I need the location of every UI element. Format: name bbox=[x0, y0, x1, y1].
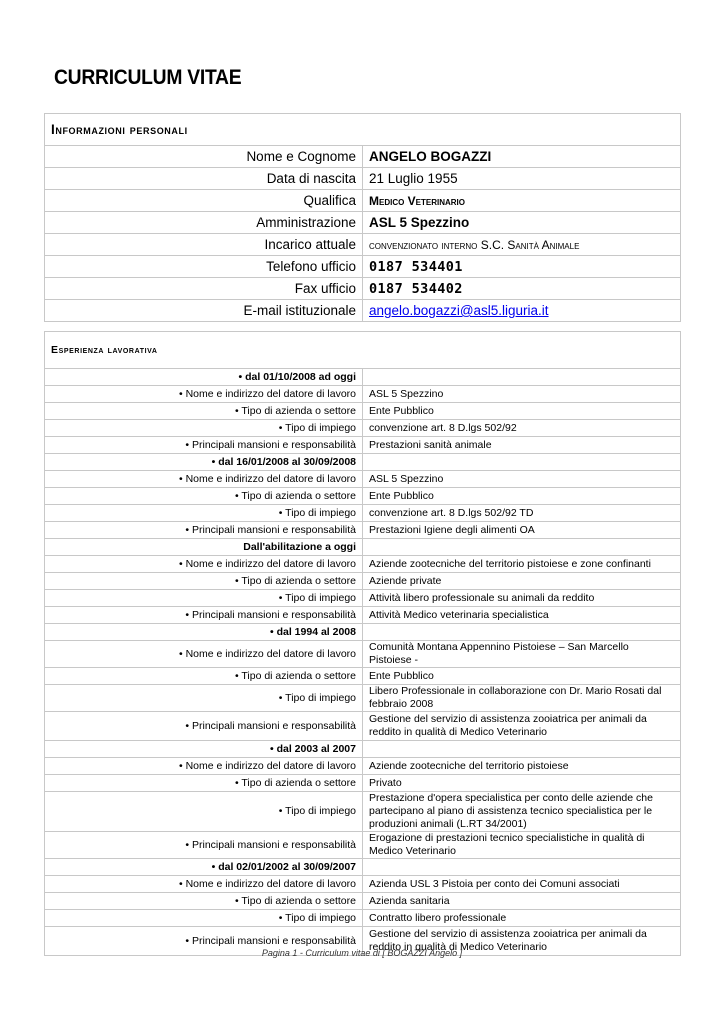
type-value: convenzione art. 8 D.lgs 502/92 TD bbox=[363, 505, 681, 522]
email-link[interactable]: angelo.bogazzi@asl5.liguria.it bbox=[369, 303, 549, 318]
table-row: • Tipo di impiego Prestazione d'opera specialistica per conto delle aziende che partecipano al piano di assistenza tecnico specialistica per le produzioni animali (L.RT 34/2001) bbox=[45, 792, 681, 832]
qualification-value: Medico Veterinario bbox=[363, 190, 681, 212]
phone-value: 0187 534401 bbox=[363, 256, 681, 278]
name-value: ANGELO BOGAZZI bbox=[363, 146, 681, 168]
table-row: • Nome e indirizzo del datore di lavoro ASL 5 Spezzino bbox=[45, 471, 681, 488]
email-cell bbox=[363, 300, 681, 322]
field-label: Incarico attuale bbox=[45, 234, 363, 256]
type-value: convenzione art. 8 D.lgs 502/92 bbox=[363, 420, 681, 437]
table-row: • Tipo di azienda o settore Azienda sanitaria bbox=[45, 893, 681, 910]
sector-value: Aziende private bbox=[363, 573, 681, 590]
table-row: • Nome e indirizzo del datore di lavoro Azienda USL 3 Pistoia per conto dei Comuni associati bbox=[45, 876, 681, 893]
field-label: Data di nascita bbox=[45, 168, 363, 190]
period-date: • dal 02/01/2002 al 30/09/2007 bbox=[45, 859, 363, 876]
current-role-value bbox=[363, 234, 681, 256]
employer-value: ASL 5 Spezzino bbox=[363, 386, 681, 403]
field-label: Fax ufficio bbox=[45, 278, 363, 300]
table-row: • Principali mansioni e responsabilità Gestione del servizio di assistenza zooiatrica per animali da reddito in qualità di Medico Veterinario bbox=[45, 712, 681, 741]
personal-info-table bbox=[44, 113, 681, 322]
field-label: Amministrazione bbox=[45, 212, 363, 234]
period-row bbox=[45, 454, 681, 471]
field-label: Qualifica bbox=[45, 190, 363, 212]
role-type: convenzionato interno bbox=[369, 237, 478, 252]
sector-value: Privato bbox=[363, 775, 681, 792]
table-row: • Tipo di impiego convenzione art. 8 D.lgs 502/92 bbox=[45, 420, 681, 437]
table-row: • Principali mansioni e responsabilità Attività Medico veterinaria specialistica bbox=[45, 607, 681, 624]
table-row: • Principali mansioni e responsabilità Erogazione di prestazioni tecnico specialistiche in qualità di Medico Veterinario bbox=[45, 832, 681, 859]
table-row: • Tipo di impiego convenzione art. 8 D.lgs 502/92 TD bbox=[45, 505, 681, 522]
table-row: • Nome e indirizzo del datore di lavoro Aziende zootecniche del territorio pistoiese bbox=[45, 758, 681, 775]
table-row: • Tipo di azienda o settore Privato bbox=[45, 775, 681, 792]
table-row bbox=[45, 256, 681, 278]
administration-value: ASL 5 Spezzino bbox=[363, 212, 681, 234]
type-value: Prestazione d'opera specialistica per conto delle aziende che partecipano al piano di assistenza tecnico specialistica per le produzioni animali (L.RT 34/2001) bbox=[363, 792, 681, 832]
table-row: • Tipo di impiego Libero Professionale in collaborazione con Dr. Mario Rosati dal febbraio 2008 bbox=[45, 685, 681, 712]
table-row bbox=[45, 300, 681, 322]
period-date: Dall'abilitazione a oggi bbox=[45, 539, 363, 556]
period-row bbox=[45, 859, 681, 876]
field-label: E-mail istituzionale bbox=[45, 300, 363, 322]
sector-value: Ente Pubblico bbox=[363, 403, 681, 420]
table-row bbox=[45, 168, 681, 190]
field-label: Telefono ufficio bbox=[45, 256, 363, 278]
table-row: • Nome e indirizzo del datore di lavoro Aziende zootecniche del territorio pistoiese e zone confinanti bbox=[45, 556, 681, 573]
birthdate-value: 21 Luglio 1955 bbox=[363, 168, 681, 190]
table-row bbox=[45, 212, 681, 234]
employer-value: Comunità Montana Appennino Pistoiese – San Marcello Pistoiese - bbox=[363, 641, 681, 668]
period-row bbox=[45, 369, 681, 386]
table-row bbox=[45, 190, 681, 212]
table-row: • Principali mansioni e responsabilità Prestazioni Igiene degli alimenti OA bbox=[45, 522, 681, 539]
type-value: Attività libero professionale su animali da reddito bbox=[363, 590, 681, 607]
period-date: • dal 1994 al 2008 bbox=[45, 624, 363, 641]
table-row: • Principali mansioni e responsabilità Prestazioni sanità animale bbox=[45, 437, 681, 454]
table-row: • Tipo di azienda o settore Aziende private bbox=[45, 573, 681, 590]
fax-value: 0187 534402 bbox=[363, 278, 681, 300]
employer-value: ASL 5 Spezzino bbox=[363, 471, 681, 488]
table-row: • Tipo di azienda o settore Ente Pubblico bbox=[45, 488, 681, 505]
personal-info-heading: Informazioni personali bbox=[45, 114, 681, 146]
duties-value: Erogazione di prestazioni tecnico specialistiche in qualità di Medico Veterinario bbox=[363, 832, 681, 859]
type-value: Libero Professionale in collaborazione con Dr. Mario Rosati dal febbraio 2008 bbox=[363, 685, 681, 712]
field-label: Nome e Cognome bbox=[45, 146, 363, 168]
experience-table bbox=[44, 331, 681, 956]
duties-value: Attività Medico veterinaria specialistica bbox=[363, 607, 681, 624]
duties-value: Prestazioni Igiene degli alimenti OA bbox=[363, 522, 681, 539]
duties-value: Gestione del servizio di assistenza zooiatrica per animali da reddito in qualità di Medico Veterinario bbox=[363, 927, 681, 956]
period-date: • dal 01/10/2008 ad oggi bbox=[45, 369, 363, 386]
period-row bbox=[45, 624, 681, 641]
table-row: • Tipo di azienda o settore Ente Pubblico bbox=[45, 403, 681, 420]
table-row: • Tipo di impiego Attività libero professionale su animali da reddito bbox=[45, 590, 681, 607]
role-unit: S.C. Sanità Animale bbox=[477, 237, 580, 252]
table-row: • Nome e indirizzo del datore di lavoro Comunità Montana Appennino Pistoiese – San Marcello Pistoiese - bbox=[45, 641, 681, 668]
period-date: • dal 2003 al 2007 bbox=[45, 741, 363, 758]
type-value: Contratto libero professionale bbox=[363, 910, 681, 927]
page-title: CURRICULUM VITAE bbox=[54, 66, 242, 89]
sector-value: Ente Pubblico bbox=[363, 488, 681, 505]
table-row: • Nome e indirizzo del datore di lavoro ASL 5 Spezzino bbox=[45, 386, 681, 403]
employer-value: Aziende zootecniche del territorio pistoiese e zone confinanti bbox=[363, 556, 681, 573]
experience-heading: Esperienza lavorativa bbox=[45, 332, 681, 369]
sector-value: Ente Pubblico bbox=[363, 668, 681, 685]
period-row bbox=[45, 741, 681, 758]
employer-value: Azienda USL 3 Pistoia per conto dei Comuni associati bbox=[363, 876, 681, 893]
table-row: • Principali mansioni e responsabilità Gestione del servizio di assistenza zooiatrica per animali da reddito in qualità di Medico Veterinario bbox=[45, 927, 681, 956]
period-row bbox=[45, 539, 681, 556]
table-row bbox=[45, 146, 681, 168]
period-date: • dal 16/01/2008 al 30/09/2008 bbox=[45, 454, 363, 471]
table-row: • Tipo di impiego Contratto libero professionale bbox=[45, 910, 681, 927]
table-row bbox=[45, 278, 681, 300]
duties-value: Gestione del servizio di assistenza zooiatrica per animali da reddito in qualità di Medico Veterinario bbox=[363, 712, 681, 741]
table-row: • Tipo di azienda o settore Ente Pubblico bbox=[45, 668, 681, 685]
table-row bbox=[45, 234, 681, 256]
sector-value: Azienda sanitaria bbox=[363, 893, 681, 910]
page-footer: Pagina 1 - Curriculum vitae di [ BOGAZZI Angelo ] bbox=[261, 948, 463, 958]
duties-value: Prestazioni sanità animale bbox=[363, 437, 681, 454]
employer-value: Aziende zootecniche del territorio pistoiese bbox=[363, 758, 681, 775]
